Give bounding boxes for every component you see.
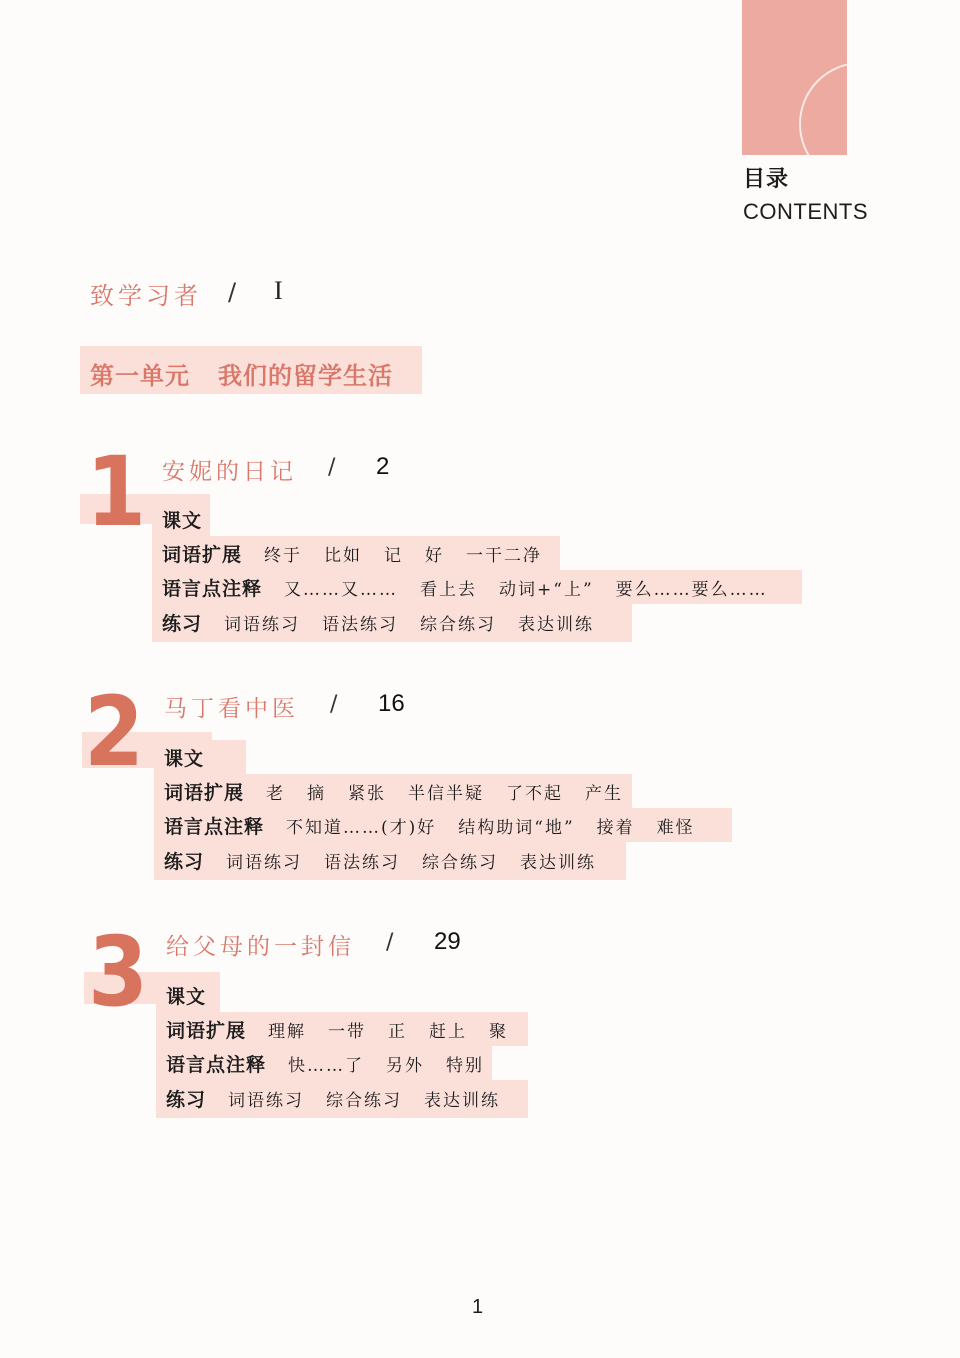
grammar-label: 语言点注释 [164,816,265,838]
vocab-row[interactable] [162,540,542,567]
practice-row[interactable] [164,847,596,874]
vocab-label: 词语扩展 [164,782,245,804]
text-label: 课文 [164,748,205,770]
vocab-item: 产生 [585,784,624,804]
vocab-item: 半信半疑 [408,784,485,804]
unit-heading[interactable] [90,356,393,391]
lesson-title[interactable]: 安妮的日记 [162,459,297,485]
unit-title: 我们的留学生活 [218,362,393,390]
preface-page-number: I [274,276,283,305]
grammar-item: 难怪 [656,818,695,838]
toc-title-en: CONTENTS [743,199,868,224]
vocab-row[interactable] [164,778,623,805]
text-row[interactable] [166,982,206,1009]
lesson-page-number: 16 [378,690,405,717]
grammar-item: 另外 [386,1056,425,1076]
grammar-item: 看上去 [420,580,478,600]
grammar-item: 又……又…… [284,580,399,600]
lesson-title[interactable]: 给父母的一封信 [166,934,355,960]
vocab-item: 老 [266,784,286,804]
grammar-row[interactable] [164,812,695,839]
practice-label: 练习 [164,851,205,873]
lesson-number: 3 [88,916,145,1028]
grammar-item: 结构助词“地” [458,818,575,838]
practice-label: 练习 [162,613,203,635]
page-number: 1 [472,1296,484,1318]
vocab-item: 记 [384,546,404,566]
grammar-row[interactable] [162,574,768,601]
corner-decoration [742,0,847,155]
vocab-item: 一带 [328,1022,367,1042]
lesson-separator: / [330,692,338,717]
lesson-number: 1 [86,436,143,548]
grammar-label: 语言点注释 [166,1054,267,1076]
text-row[interactable] [164,744,204,771]
vocab-item: 摘 [307,784,327,804]
lesson-separator: / [328,455,336,480]
vocab-item: 聚 [489,1022,509,1042]
practice-item: 综合练习 [326,1091,403,1111]
lesson-separator: / [386,930,394,955]
grammar-row[interactable] [166,1050,484,1077]
vocab-item: 好 [425,546,445,566]
vocab-item: 比如 [324,546,363,566]
lesson-title[interactable]: 马丁看中医 [164,696,299,722]
vocab-item: 理解 [268,1022,307,1042]
lesson-page-number: 2 [376,453,390,480]
grammar-item: 动词+“上” [499,580,594,600]
toc-title-zh: 目录 [743,167,790,192]
vocab-item: 了不起 [506,784,564,804]
preface-link[interactable]: 致学习者 [90,282,202,310]
vocab-item: 一干二净 [466,546,543,566]
text-label: 课文 [162,510,203,532]
text-label: 课文 [166,986,207,1008]
preface-separator: / [228,278,237,306]
vocab-row[interactable] [166,1016,508,1043]
practice-row[interactable] [162,609,594,636]
grammar-item: 特别 [446,1056,485,1076]
grammar-item: 要么……要么…… [615,580,768,600]
practice-item: 语法练习 [322,615,399,635]
grammar-item: 不知道……(才)好 [286,818,437,838]
practice-row[interactable] [166,1085,500,1112]
corner-arc [799,62,847,155]
vocab-label: 词语扩展 [166,1020,247,1042]
grammar-item: 快……了 [288,1056,365,1076]
lesson-number: 2 [84,676,141,788]
unit-number: 第一单元 [90,362,190,390]
practice-item: 表达训练 [518,615,595,635]
vocab-item: 紧张 [348,784,387,804]
vocab-item: 正 [388,1022,408,1042]
practice-item: 综合练习 [420,615,497,635]
practice-label: 练习 [166,1089,207,1111]
grammar-label: 语言点注释 [162,578,263,600]
practice-item: 词语练习 [228,1091,305,1111]
practice-item: 表达训练 [520,853,597,873]
text-row[interactable] [162,506,202,533]
practice-item: 语法练习 [324,853,401,873]
vocab-item: 赶上 [429,1022,468,1042]
practice-item: 综合练习 [422,853,499,873]
lesson-page-number: 29 [434,928,461,955]
practice-item: 词语练习 [224,615,301,635]
practice-item: 词语练习 [226,853,303,873]
vocab-item: 终于 [264,546,303,566]
grammar-item: 接着 [596,818,635,838]
vocab-label: 词语扩展 [162,544,243,566]
practice-item: 表达训练 [424,1091,501,1111]
